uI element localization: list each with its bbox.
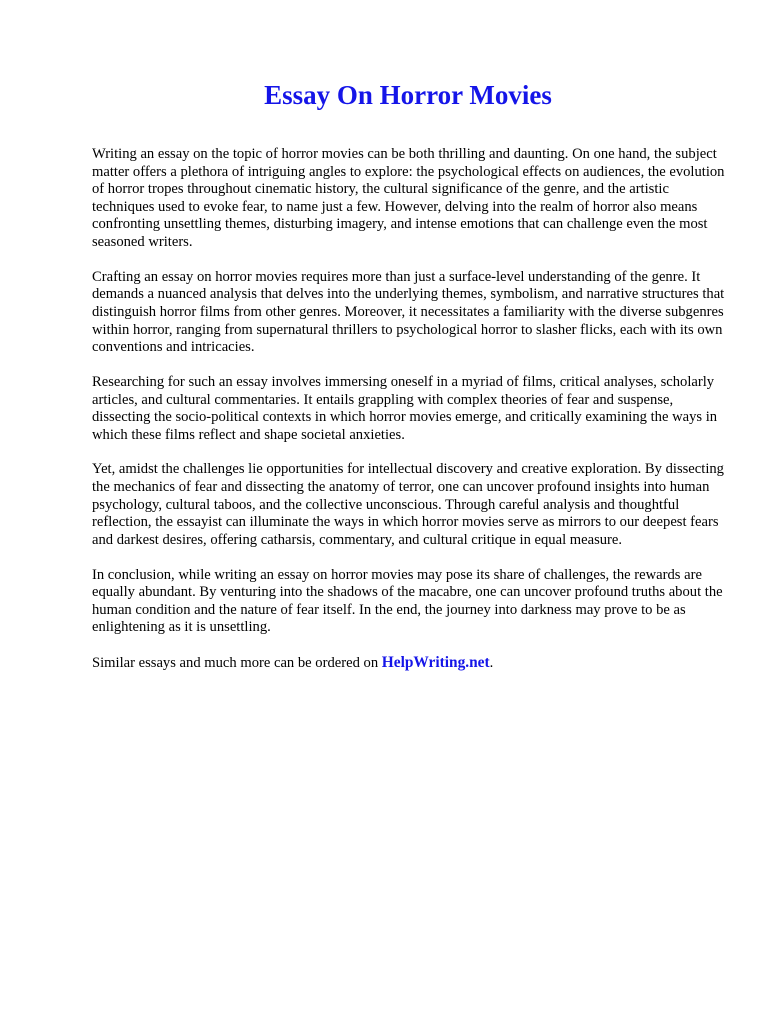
paragraph-3: Researching for such an essay involves immersing oneself in a myriad of films, critical analyses, scholarly articles, and cultural commentaries. It entails grappling with complex theories of fear and suspense, dissecting the socio-political contexts in which horror movies emerge, and critically examining the ways in which these films reflect and shape societal anxieties. xyxy=(92,373,718,443)
closing-line xyxy=(92,654,732,673)
page-title: Essay On Horror Movies xyxy=(264,80,552,110)
paragraph-4: Yet, amidst the challenges lie opportunities for intellectual discovery and creative exploration. By dissecting the mechanics of fear and dissecting the anatomy of terror, one can uncover profound insights into human psychology, cultural taboos, and the collective unconscious. Through careful analysis and thoughtful reflection, the essayist can illuminate the ways in which horror movies serve as mirrors to our deepest fears and darkest desires, offering catharsis, commentary, and cultural critique in equal measure. xyxy=(92,461,724,548)
essay-body xyxy=(92,146,732,690)
closing-period: . xyxy=(489,655,494,672)
paragraph-1: Writing an essay on the topic of horror movies can be both thrilling and daunting. On one hand, the subject matter offers a plethora of intriguing angles to explore: the psychological effects on audiences, the evolution of horror tropes throughout cinematic history, the cultural significance of the genre, and the artistic techniques used to evoke fear, to name just a few. However, delving into the realm of horror also means confronting unsettling themes, disturbing imagery, and intense emotions that can challenge even the most seasoned writers. xyxy=(92,146,725,250)
paragraph-2: Crafting an essay on horror movies requires more than just a surface-level understanding of the genre. It demands a nuanced analysis that delves into the underlying themes, symbolism, and narrative structures that distinguish horror films from other genres. Moreover, it necessitates a familiarity with the diverse subgenres within horror, ranging from supernatural thrillers to psychological horror to slasher flicks, each with its own conventions and intricacies. xyxy=(92,268,725,356)
paragraph-5: In conclusion, while writing an essay on horror movies may pose its share of challenges, the rewards are equally abundant. By venturing into the shadows of the macabre, one can uncover profound truths about the human condition and the nature of fear itself. In the end, the journey into darkness may prove to be as enlightening as it is unsettling. xyxy=(92,566,723,636)
helpwriting-link[interactable]: HelpWriting.net xyxy=(381,654,490,672)
closing-text: Similar essays and much more can be ordered on xyxy=(92,655,382,672)
